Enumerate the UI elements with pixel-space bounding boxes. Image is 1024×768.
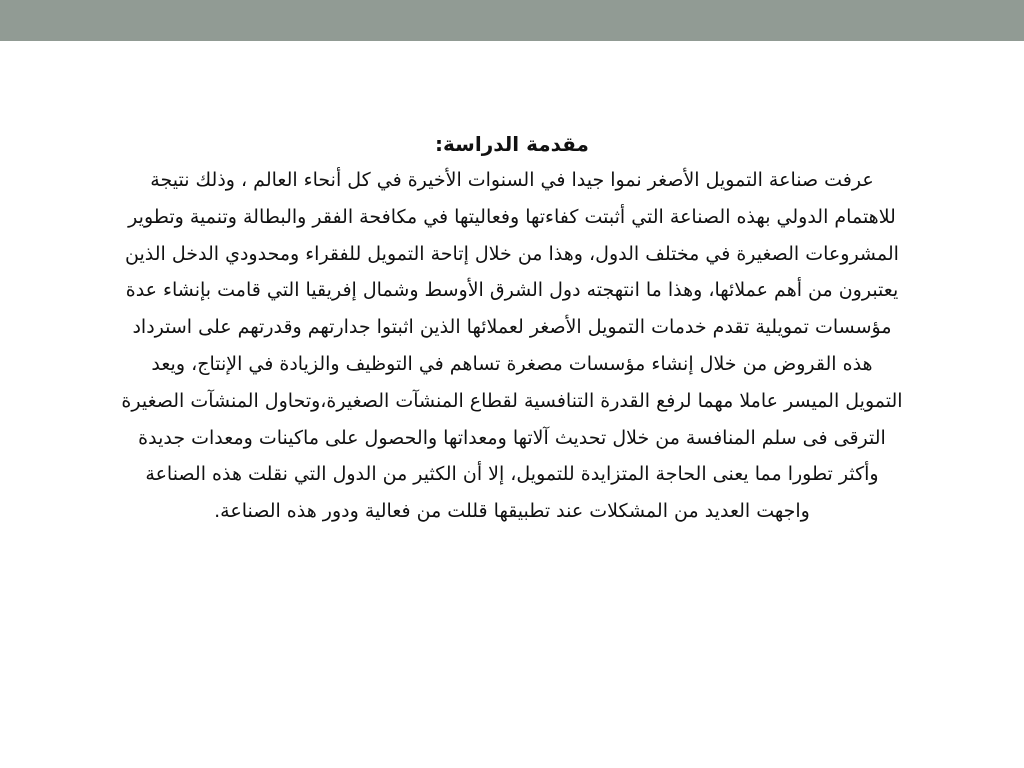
slide-paragraph	[20, 162, 1004, 530]
paragraph-line: مؤسسات تمويلية تقدم خدمات التمويل الأصغر لعملائها الذين اثبتوا جدارتهم وقدرتهم على استرداد	[132, 316, 892, 339]
paragraph-line: يعتبرون من أهم عملائها، وهذا ما انتهجته دول الشرق الأوسط وشمال إفريقيا التي قامت بإنشاء عدة	[125, 279, 899, 302]
slide-content	[20, 126, 1004, 530]
paragraph-line: المشروعات الصغيرة في مختلف الدول، وهذا من خلال إتاحة التمويل للفقراء ومحدودي الدخل الذين	[125, 242, 899, 265]
paragraph-line: التمويل الميسر عاملا مهما لرفع القدرة التنافسية لقطاع المنشآت الصغيرة،وتحاول المنشآت الصغيرة	[121, 389, 903, 412]
paragraph-line: عرفت صناعة التمويل الأصغر نموا جيدا في السنوات الأخيرة في كل أنحاء العالم ، وذلك نتيجة	[150, 169, 874, 191]
paragraph-line: الترقى فى سلم المنافسة من خلال تحديث آلاتها ومعداتها والحصول على ماكينات ومعدات جديدة	[138, 426, 886, 449]
paragraph-line: وأكثر تطورا مما يعنى الحاجة المتزايدة للتمويل، إلا أن الكثير من الدول التي نقلت هذه الصناعة	[145, 463, 879, 486]
slide-top-bar	[0, 0, 1024, 41]
paragraph-line: للاهتمام الدولي بهذه الصناعة التي أثبتت كفاءتها وفعاليتها في مكافحة الفقر والبطالة وتنمية وتطوير	[128, 205, 896, 228]
slide-heading: مقدمة الدراسة:	[435, 132, 589, 156]
paragraph-line: هذه القروض من خلال إنشاء مؤسسات مصغرة تساهم في التوظيف والزيادة في الإنتاج، ويعد	[151, 352, 873, 375]
paragraph-line: واجهت العديد من المشكلات عند تطبيقها قللت من فعالية ودور هذه الصناعة.	[214, 500, 810, 523]
